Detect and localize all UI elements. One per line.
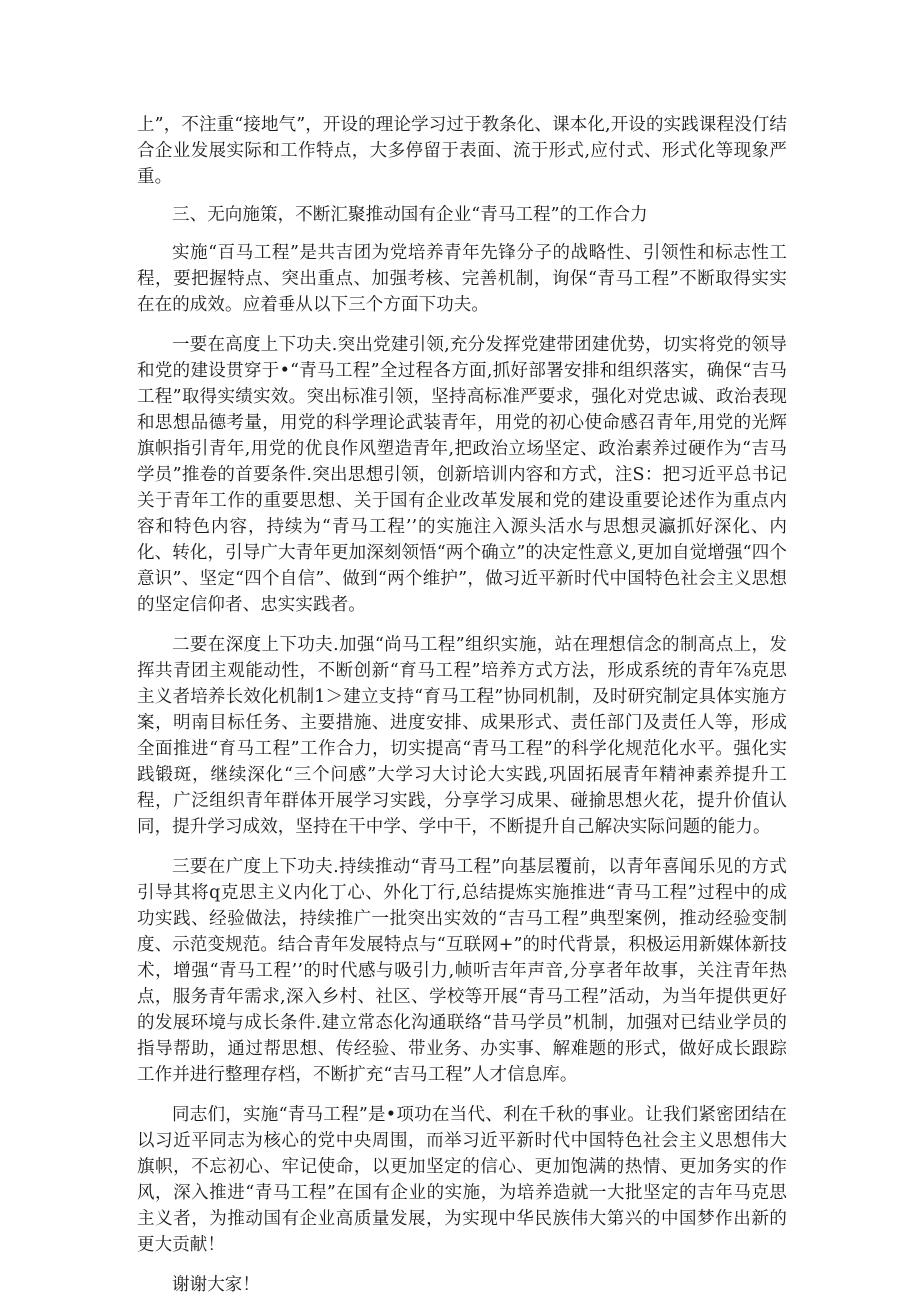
document-body [137, 112, 787, 1298]
paragraph-intro: 实施“百马工程”是共吉团为党培养青年先锋分子的战略性、引领性和标志性工程，要把握特点、突出重点、加强考核、完善机制，询保“青马工程”不断取得实实在在的成效。应着垂从以下三个方面下功夫。 [137, 243, 787, 315]
paragraph-depth: 二要在深度上下功夫.加强“尚马工程”组织实施，站在理想信念的制高点上，发挥共青团主观能动性，不断创新“育马工程”培养方式方法，形成系统的青年⅞克思主义者培养长效化机制1＞建立支持“育马工程”协同机制，及时研究制定具体实施方案，明南目标任务、主要措施、进度安排、成果形式、责任部门及责任人等，形成全面推进“育马工程”工作合力，切实提高“青马工程”的科学化规范化水平。强化实践锻斑，继续深化“三个问感”大学习大讨论大实践,巩固拓展青年精神素养提升工程，广泛组织青年群体开展学习实践，分享学习成果、碰揄思想火花，提升价值认同，提升学习成效，坚持在干中学、学中干，不断提升自己解决实际问题的能力。 [137, 635, 787, 837]
paragraph-thanks: 谢谢大家！ [172, 1275, 260, 1295]
paragraph-continuation: 上”，不注重“接地气”，开设的理论学习过于教条化、课本化,开设的实践课程没仃结合企业发展实际和工作特点，大多停留于表面、流于形式,应付式、形式化等现象严重。 [137, 115, 787, 187]
paragraph-breadth: 三要在广度上下功夫.持续推动“青马工程”向基层覆前，以青年喜闻乐见的方式引导其将q克思主义内化丁心、外化丁行,总结提炼实施推进“青马工程”过程中的成功实践、经验做法，持续推广一批突出实效的“吉马工程”典型案例，推动经验变制度、示范变规范。结合青年发展特点与“互联网+”的时代背景，积极运用新媒体新技术，增强“青马工程’’的时代感与吸引力,帧听吉年声音,分享者年故事，关注青年热点，服务青年需求,深入乡村、社区、学校等开展“青马工程”活动，为当年提供更好的发展环境与成长条件.建立常态化沟通联络“昔马学员”机制，加强对已结业学员的指导帮助，通过帮思想、传经验、带业务、办实事、解难题的形式，做好成长跟踪工作并进行整理存档，不断扩充“吉马工程”人才信息库。 [137, 857, 787, 1085]
paragraph-closing: 同志们，实施“青马工程”是•项功在当代、利在千秋的事业。让我们紧密团结在以习近平同志为核心的党中央周围，而举习近平新时代中国特色社会主义思想伟大旗帜，不忘初心、牢记使命，以更加坚定的信心、更加饱满的热情、更加务实的作风，深入推进“青马工程”在国有企业的实施，为培养造就一大批坚定的吉年马克思主义者，为推动国有企业高质量发展，为实现中华民族伟大第兴的中国梦作出新的更大贡献！ [137, 1105, 787, 1255]
paragraph-height: 一要在高度上下功夫.突出党建引领,充分发挥党建带团建优势，切实将党的领导和党的建设贯穿于•“青马工程”全过程各方面,抓好部署安排和组织落实，确保“吉马工程”取得实绩实效。突出标准引领，坚持高标准严要求，强化对党忠诚、政治表现和思想品德考量，用党的科学理论武装青年，用党的初心使命感召青年,用党的光辉旗帜指引青年,用党的优良作风塑造青年,把政治立场坚定、政治素养过硬作为“吉马学员”推卷的首要条件.突出思想引领，创新培训内容和方式，注S：把习近平总书记关于青年工作的重要思想、关于国有企业改革发展和党的建设重要论述作为重点内容和特色内容，持续为“青马工程’’的实施注入源头活水与思想灵瀛抓好深化、内化、转化，引导广大青年更加深刻领悟“两个确立”的决定性意义,更加自觉增强“四个意识”、坚定“四个自信”、做到“两个维护”，做习近平新时代中国特色社会主义思想的坚定信仰者、忠实实践者。 [137, 335, 787, 615]
section-heading: 三、无向施策，不断汇聚推动国有企业“青马工程”的工作合力 [172, 205, 648, 225]
